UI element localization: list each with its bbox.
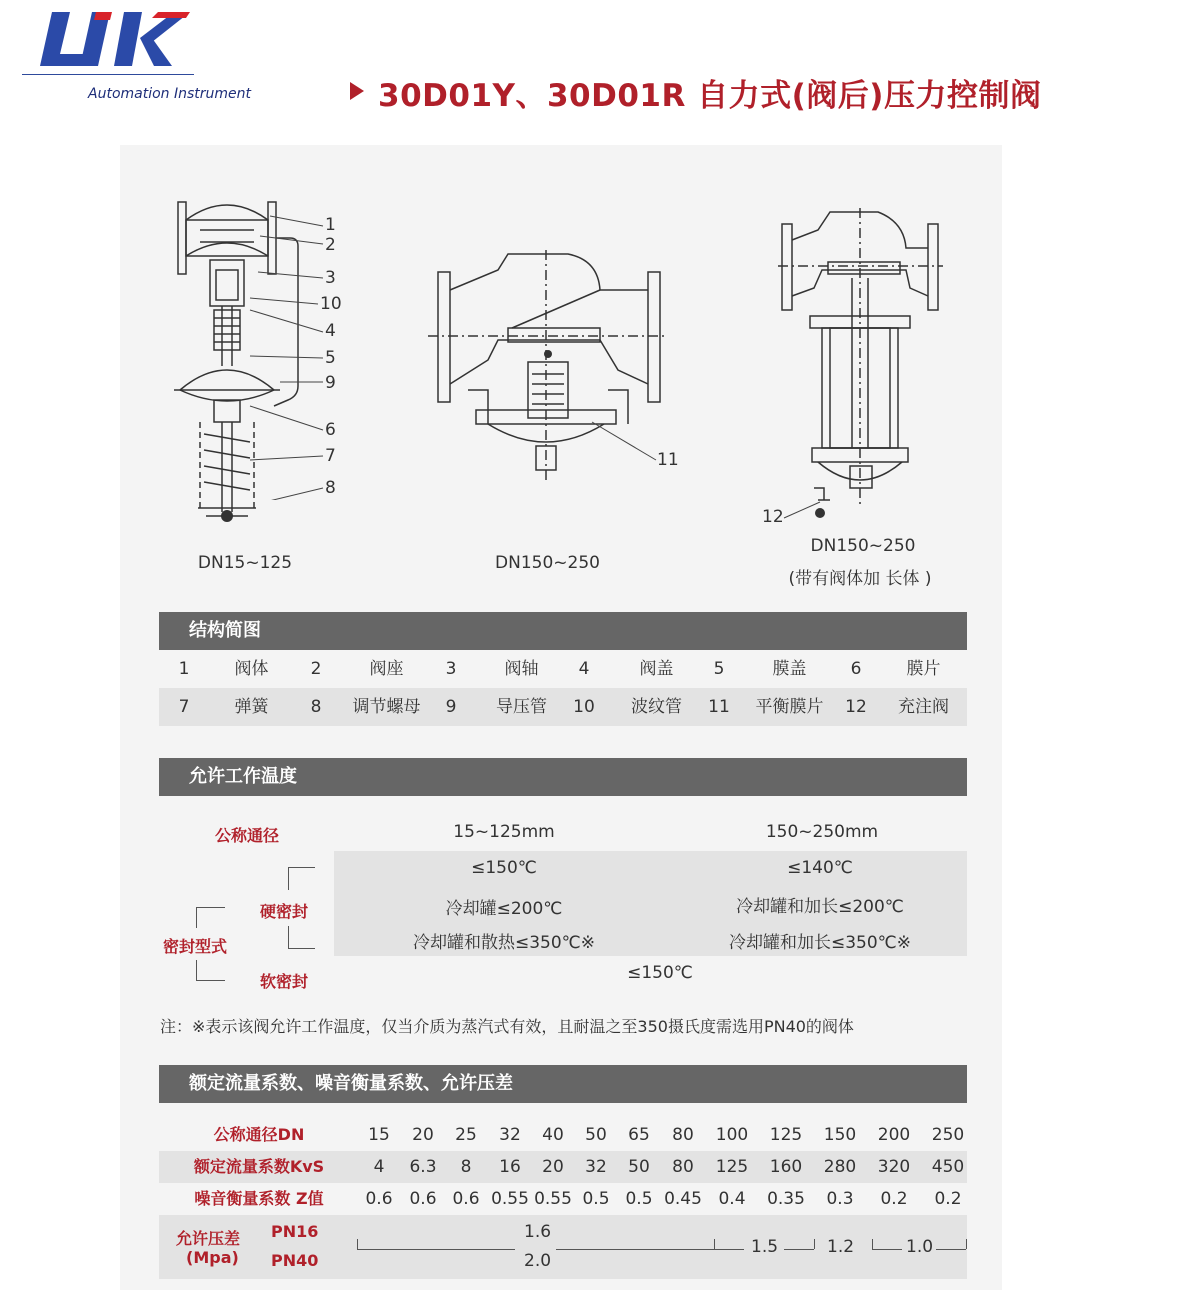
dn-cell: 200 bbox=[877, 1125, 911, 1145]
structure-row bbox=[159, 650, 967, 688]
part-name: 调节螺母 bbox=[352, 697, 421, 717]
drawing-caption: DN15~125 bbox=[197, 553, 293, 573]
bracket-seal-bottom bbox=[196, 960, 225, 981]
temperature-note: 注：※表示该阀允许工作温度，仅当介质为蒸汽式有效，且耐温之至350摄氏度需选用PN40的阀体 bbox=[160, 1017, 854, 1036]
range-line bbox=[556, 1249, 714, 1250]
kvs-cell: 125 bbox=[715, 1157, 749, 1177]
z-cell: 0.6 bbox=[409, 1189, 437, 1209]
dn-label: 公称通径 bbox=[215, 826, 280, 845]
hard-large-value: 冷却罐和加长≤200℃ bbox=[736, 897, 904, 917]
flow-label-dn: 公称通径DN bbox=[213, 1125, 305, 1144]
kvs-cell: 160 bbox=[769, 1157, 803, 1177]
part-number: 11 bbox=[708, 697, 730, 717]
dn-cell: 40 bbox=[542, 1125, 564, 1145]
z-cell: 0.55 bbox=[534, 1189, 572, 1209]
part-name: 阀盖 bbox=[639, 659, 674, 679]
part-name: 平衡膜片 bbox=[755, 697, 824, 717]
dn-cell: 15 bbox=[368, 1125, 390, 1145]
flow-row-dn bbox=[159, 1119, 967, 1151]
part-name: 阀座 bbox=[369, 659, 404, 679]
range-tick bbox=[814, 1239, 815, 1249]
hard-small-value: 冷却罐和散热≤350℃※ bbox=[412, 933, 596, 953]
callout-label: 7 bbox=[325, 446, 336, 466]
section-header-temperature: 允许工作温度 bbox=[159, 758, 967, 796]
part-number: 6 bbox=[850, 659, 862, 679]
z-cell: 0.5 bbox=[625, 1189, 653, 1209]
range-line bbox=[872, 1249, 902, 1250]
hard-large-value: ≤140℃ bbox=[787, 858, 853, 878]
z-cell: 0.4 bbox=[718, 1189, 746, 1209]
range-line bbox=[357, 1249, 515, 1250]
z-cell: 0.2 bbox=[880, 1189, 908, 1209]
callout-label: 5 bbox=[325, 348, 336, 368]
callout-label: 9 bbox=[325, 373, 336, 393]
dn-large-range: 150~250mm bbox=[765, 822, 879, 842]
page-title: 30D01Y、30D01R 自力式(阀后)压力控制阀 bbox=[378, 78, 1042, 114]
seal-type-label: 密封型式 bbox=[163, 937, 228, 956]
part-name: 弹簧 bbox=[234, 697, 269, 717]
dn-cell: 32 bbox=[499, 1125, 521, 1145]
flow-label-kvs: 额定流量系数KvS bbox=[193, 1157, 325, 1176]
dn-cell: 65 bbox=[628, 1125, 650, 1145]
lik-logo-icon bbox=[40, 8, 190, 70]
part-number: 2 bbox=[310, 659, 322, 679]
kvs-cell: 16 bbox=[499, 1157, 521, 1177]
bracket-hard-bottom bbox=[288, 926, 315, 949]
part-name: 膜片 bbox=[906, 659, 941, 679]
logo-divider bbox=[22, 74, 194, 75]
leader-line-12 bbox=[782, 498, 822, 522]
pressure-dn150: 1.2 bbox=[827, 1237, 855, 1257]
kvs-cell: 20 bbox=[542, 1157, 564, 1177]
range-line bbox=[714, 1249, 744, 1250]
part-name: 阀轴 bbox=[504, 659, 539, 679]
callout-label: 6 bbox=[325, 420, 336, 440]
drawing-caption: DN150~250 bbox=[495, 553, 600, 573]
dn-cell: 20 bbox=[412, 1125, 434, 1145]
z-cell: 0.5 bbox=[582, 1189, 610, 1209]
flow-label-z: 噪音衡量系数 Z值 bbox=[194, 1189, 324, 1208]
flow-row-z bbox=[159, 1183, 967, 1215]
bracket-seal-top bbox=[196, 907, 225, 928]
part-number: 1 bbox=[178, 659, 190, 679]
part-number: 7 bbox=[178, 697, 190, 717]
range-tick bbox=[357, 1239, 358, 1249]
pn16-label: PN16 bbox=[271, 1222, 319, 1241]
brand-tagline: Automation Instrument bbox=[88, 86, 252, 102]
dn-cell: 50 bbox=[585, 1125, 607, 1145]
callout-label: 4 bbox=[325, 321, 336, 341]
hard-small-value: ≤150℃ bbox=[471, 858, 537, 878]
kvs-cell: 6.3 bbox=[409, 1157, 437, 1177]
hard-seal-label: 硬密封 bbox=[260, 902, 309, 921]
callout-label: 12 bbox=[762, 507, 784, 527]
drawing-caption: DN150~250 bbox=[810, 536, 916, 556]
kvs-cell: 320 bbox=[877, 1157, 911, 1177]
callout-label: 2 bbox=[325, 235, 336, 255]
z-cell: 0.35 bbox=[767, 1189, 805, 1209]
callout-label: 8 bbox=[325, 478, 336, 498]
z-cell: 0.55 bbox=[491, 1189, 529, 1209]
kvs-cell: 280 bbox=[823, 1157, 857, 1177]
pressure-label: 允许压差 bbox=[176, 1229, 241, 1248]
section-header-flow: 额定流量系数、噪音衡量系数、允许压差 bbox=[159, 1065, 967, 1103]
part-name: 阀体 bbox=[234, 659, 269, 679]
soft-seal-value: ≤150℃ bbox=[627, 963, 693, 983]
z-cell: 0.2 bbox=[934, 1189, 962, 1209]
pn40-label: PN40 bbox=[271, 1251, 319, 1270]
pressure-unit-label: (Mpa) bbox=[186, 1248, 239, 1267]
part-number: 9 bbox=[445, 697, 457, 717]
dn-cell: 25 bbox=[455, 1125, 477, 1145]
title-arrow-icon bbox=[350, 82, 364, 100]
kvs-cell: 4 bbox=[373, 1157, 385, 1177]
hard-large-value: 冷却罐和加长≤350℃※ bbox=[728, 933, 912, 953]
pressure-pn16-small: 1.6 bbox=[524, 1222, 552, 1242]
pressure-pn40-small: 2.0 bbox=[524, 1251, 552, 1271]
part-number: 4 bbox=[578, 659, 590, 679]
kvs-cell: 80 bbox=[672, 1157, 694, 1177]
dn-small-range: 15~125mm bbox=[453, 822, 555, 842]
callout-label: 3 bbox=[325, 268, 336, 288]
part-name: 膜盖 bbox=[772, 659, 807, 679]
part-number: 8 bbox=[310, 697, 322, 717]
dn-cell: 250 bbox=[931, 1125, 965, 1145]
range-line bbox=[784, 1249, 814, 1250]
callout-label: 10 bbox=[320, 294, 342, 314]
range-tick bbox=[714, 1239, 715, 1249]
part-name: 充注阀 bbox=[898, 697, 949, 717]
leader-line-11 bbox=[590, 420, 660, 465]
callout-label: 11 bbox=[657, 450, 679, 470]
part-name: 导压管 bbox=[496, 697, 547, 717]
valve-extended-drawing-icon bbox=[778, 208, 943, 518]
part-number: 10 bbox=[573, 697, 595, 717]
drawing-subcaption: (带有阀体加 长体 ) bbox=[788, 569, 932, 589]
kvs-cell: 32 bbox=[585, 1157, 607, 1177]
z-cell: 0.6 bbox=[452, 1189, 480, 1209]
dn-cell: 80 bbox=[672, 1125, 694, 1145]
kvs-cell: 50 bbox=[628, 1157, 650, 1177]
dn-cell: 100 bbox=[715, 1125, 749, 1145]
bracket-hard-top bbox=[288, 867, 315, 890]
hard-small-value: 冷却罐≤200℃ bbox=[445, 899, 563, 919]
range-tick bbox=[872, 1239, 873, 1249]
part-number: 5 bbox=[713, 659, 725, 679]
soft-seal-label: 软密封 bbox=[260, 972, 309, 991]
part-number: 3 bbox=[445, 659, 457, 679]
z-cell: 0.3 bbox=[826, 1189, 854, 1209]
kvs-cell: 450 bbox=[931, 1157, 965, 1177]
part-number: 12 bbox=[845, 697, 867, 717]
brand-logo bbox=[40, 8, 190, 70]
part-name: 波纹管 bbox=[631, 697, 682, 717]
range-tick bbox=[966, 1239, 967, 1249]
range-line bbox=[936, 1249, 966, 1250]
structure-row bbox=[159, 688, 967, 726]
callout-label: 1 bbox=[325, 215, 336, 235]
section-header-structure: 结构简图 bbox=[159, 612, 967, 650]
kvs-cell: 8 bbox=[460, 1157, 472, 1177]
pressure-dn100-125: 1.5 bbox=[751, 1237, 779, 1257]
pressure-dn200-250: 1.0 bbox=[906, 1237, 934, 1257]
leader-lines-dwg1 bbox=[230, 210, 325, 500]
dn-cell: 150 bbox=[823, 1125, 857, 1145]
z-cell: 0.6 bbox=[365, 1189, 393, 1209]
z-cell: 0.45 bbox=[664, 1189, 702, 1209]
flow-row-kvs bbox=[159, 1151, 967, 1183]
dn-cell: 125 bbox=[769, 1125, 803, 1145]
drawing-dn150-250-extended bbox=[778, 208, 943, 518]
